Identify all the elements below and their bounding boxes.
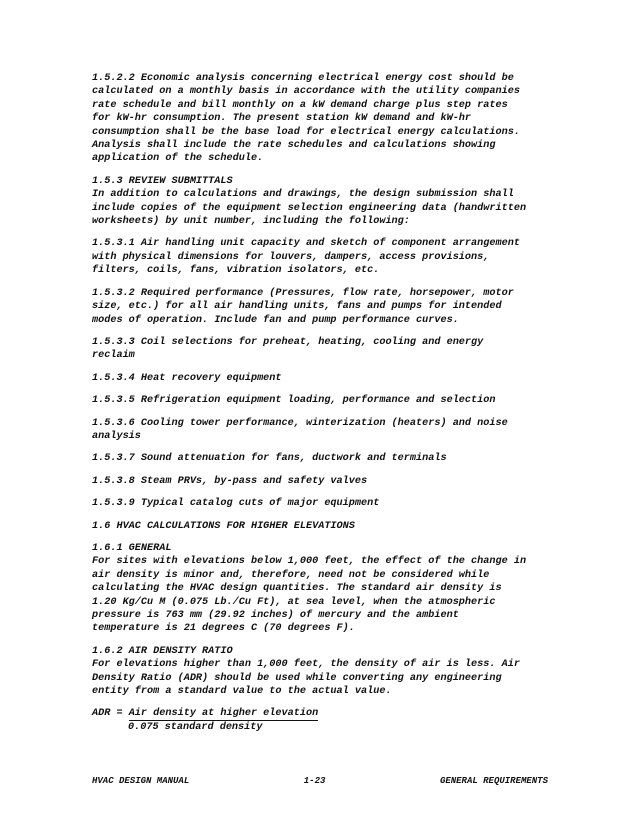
text-line: 1.5.3.2 Required performance (Pressures, flow rate, horsepower, motor bbox=[92, 287, 514, 299]
paragraph bbox=[92, 645, 562, 699]
text-line: 1.20 Kg/Cu M (0.075 Lb./Cu Ft), at sea level, when the atmospheric bbox=[92, 596, 496, 608]
text-line: 1.5.3 REVIEW SUBMITTALS bbox=[92, 175, 233, 187]
text-line: reclaim bbox=[92, 350, 135, 362]
paragraph bbox=[92, 520, 562, 533]
text-line: 1.5.3.9 Typical catalog cuts of major equipment bbox=[92, 498, 380, 510]
text-line: 1.5.3.5 Refrigeration equipment loading, performance and selection bbox=[92, 395, 496, 407]
text-line: consumption shall be the base load for electrical energy calculations. bbox=[92, 126, 520, 138]
text-line: 1.5.3.1 Air handling unit capacity and sketch of component arrangement bbox=[92, 238, 520, 250]
text-line: filters, coils, fans, vibration isolators, etc. bbox=[92, 265, 380, 277]
text-line: analysis bbox=[92, 430, 141, 442]
text-line: entity from a standard value to the actual value. bbox=[92, 686, 392, 698]
text-line: rate schedule and bill monthly on a kW demand charge plus step rates bbox=[92, 99, 508, 111]
paragraph bbox=[92, 542, 562, 636]
text-line: include copies of the equipment selection engineering data (handwritten bbox=[92, 202, 527, 214]
formula-numerator: Air density at higher elevation bbox=[128, 708, 319, 720]
text-line: calculating the HVAC design quantities. The standard air density is bbox=[92, 583, 502, 595]
text-line: pressure is 763 mm (29.92 inches) of mercury and the ambient bbox=[92, 610, 459, 621]
text-line: 1.5.3.8 Steam PRVs, by-pass and safety valves bbox=[92, 475, 368, 487]
text-line: 1.5.3.7 Sound attenuation for fans, ductwork and terminals bbox=[92, 453, 447, 465]
text-line: 1.5.3.3 Coil selections for preheat, heating, cooling and energy bbox=[92, 336, 484, 348]
text-line: 1.6.1 GENERAL bbox=[92, 542, 172, 554]
footer-section-title: GENERAL REQUIREMENTS bbox=[439, 776, 548, 786]
paragraph-list bbox=[92, 72, 562, 698]
paragraph bbox=[92, 417, 562, 444]
text-line: 1.5.2.2 Economic analysis concerning electrical energy cost should be bbox=[92, 73, 514, 84]
text-line: worksheets) by unit number, including the following: bbox=[92, 216, 410, 228]
footer-manual-title: HVAC DESIGN MANUAL bbox=[92, 776, 190, 786]
text-line: Density Ratio (ADR) should be used while converting any engineering bbox=[92, 672, 502, 684]
text-line: For elevations higher than 1,000 feet, the density of air is less. Air bbox=[92, 659, 520, 671]
paragraph bbox=[92, 237, 562, 277]
text-line: Analysis shall include the rate schedules and calculations showing bbox=[92, 140, 496, 152]
text-line: 1.6 HVAC CALCULATIONS FOR HIGHER ELEVATIONS bbox=[92, 520, 355, 532]
text-line: 1.5.3.4 Heat recovery equipment bbox=[92, 372, 282, 384]
text-line: calculated on a monthly basis in accordance with the utility companies bbox=[92, 86, 520, 98]
paragraph bbox=[92, 497, 562, 510]
text-line: application of the schedule. bbox=[92, 153, 264, 165]
paragraph bbox=[92, 394, 562, 407]
paragraph bbox=[92, 175, 562, 229]
text-line: 1.6.2 AIR DENSITY RATIO bbox=[92, 645, 233, 657]
formula-prefix: ADR = bbox=[92, 708, 129, 720]
text-line: modes of operation. Include fan and pump performance curves. bbox=[92, 314, 459, 326]
formula-denominator: 0.075 standard density bbox=[128, 721, 263, 733]
text-line: for kW-hr consumption. The present station kW demand and kW-hr bbox=[92, 113, 472, 125]
paragraph bbox=[92, 72, 562, 166]
text-line: 1.5.3.6 Cooling tower performance, winterization (heaters) and noise bbox=[92, 417, 508, 429]
footer-page-number: 1-23 bbox=[303, 776, 326, 786]
paragraph bbox=[92, 372, 562, 385]
paragraph bbox=[92, 287, 562, 327]
paragraph bbox=[92, 475, 562, 488]
text-line: with physical dimensions for louvers, dampers, access provisions, bbox=[92, 251, 490, 263]
text-line: air density is minor and, therefore, need not be considered while bbox=[92, 569, 490, 581]
document-body bbox=[92, 72, 562, 734]
text-line: For sites with elevations below 1,000 feet, the effect of the change in bbox=[92, 556, 527, 568]
text-line: temperature is 21 degrees C (70 degrees F). bbox=[92, 623, 355, 635]
adr-formula bbox=[92, 707, 562, 734]
paragraph bbox=[92, 336, 562, 363]
text-line: In addition to calculations and drawings, the design submission shall bbox=[92, 189, 514, 201]
paragraph bbox=[92, 452, 562, 465]
page-footer bbox=[92, 776, 548, 786]
text-line: size, etc.) for all air handling units, fans and pumps for intended bbox=[92, 301, 502, 313]
